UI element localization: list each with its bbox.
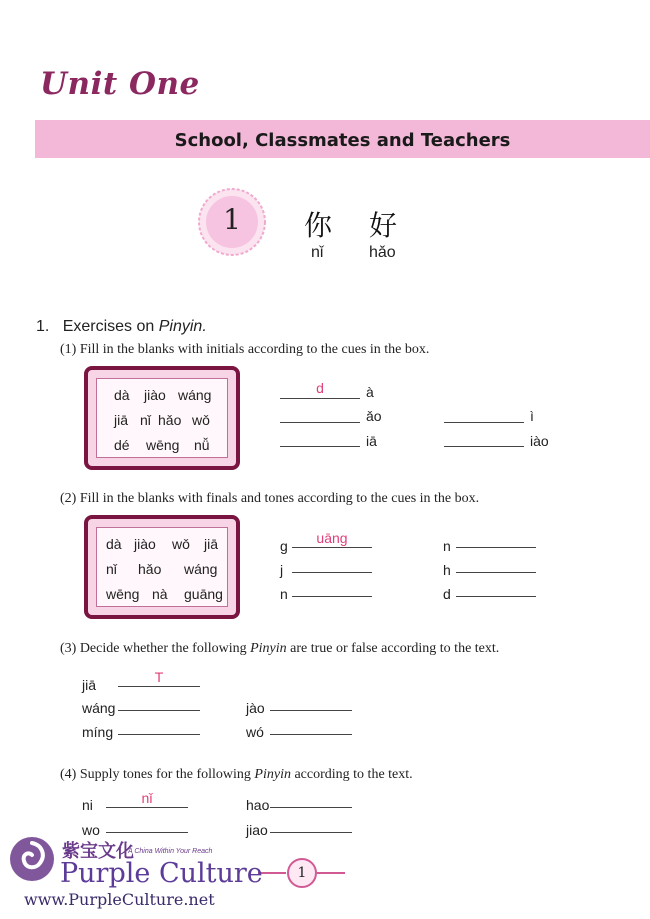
initial-cue: g <box>280 538 288 554</box>
part4-instruction-em: Pinyin <box>254 767 291 782</box>
final-cue: iào <box>530 433 549 449</box>
cue-word: wáng <box>184 561 218 577</box>
part4-instruction <box>60 767 413 783</box>
final-cue: ì <box>530 408 534 424</box>
initial-cue: h <box>443 562 451 578</box>
exercise-number: 1. <box>36 318 50 335</box>
final-cue: à <box>366 384 374 400</box>
cue-word: nǚ <box>194 437 210 453</box>
cue-word: wáng <box>178 387 212 403</box>
watermark-tagline: A China Within Your Reach <box>128 848 213 855</box>
cue-word: jiào <box>144 387 166 403</box>
part4-instruction-post: according to the text. <box>294 767 413 782</box>
pinyin-item: míng <box>82 724 114 740</box>
filled-answer: d <box>316 380 324 396</box>
answer-blank[interactable] <box>456 580 536 597</box>
answer-blank[interactable] <box>280 406 360 423</box>
cue-word: wēng <box>106 586 140 602</box>
cue-word: dà <box>106 536 122 552</box>
cue-word: nà <box>152 586 168 602</box>
exercise-heading <box>36 318 207 336</box>
pinyin-item: wáng <box>82 700 116 716</box>
answer-blank[interactable] <box>270 791 352 808</box>
part3-instruction-em: Pinyin <box>250 641 287 656</box>
final-cue: ǎo <box>366 408 382 424</box>
pinyin-item: jiao <box>246 822 268 838</box>
initial-cue: d <box>443 586 451 602</box>
pinyin-item: jào <box>246 700 265 716</box>
exercise-heading-text: Exercises on <box>62 318 155 335</box>
filled-answer: uāng <box>316 530 348 546</box>
answer-blank[interactable] <box>118 694 200 711</box>
cue-word: wǒ <box>192 412 210 428</box>
answer-blank[interactable] <box>106 816 188 833</box>
watermark-brand: Purple Culture <box>60 858 263 889</box>
page-number: 1 <box>287 858 317 888</box>
cue-word: dà <box>114 387 130 403</box>
watermark-chinese: 紫宝文化 <box>62 841 134 861</box>
exercise-heading-em: Pinyin. <box>158 318 207 335</box>
pinyin-item: ni <box>82 797 93 813</box>
cue-word: jiào <box>134 536 156 552</box>
part4-instruction-pre: (4) Supply tones for the following <box>60 767 251 782</box>
cue-word: dé <box>114 437 130 453</box>
pinyin-item: jiā <box>82 677 97 693</box>
answer-blank[interactable] <box>280 430 360 447</box>
cue-word: jiā <box>114 412 129 428</box>
filled-answer: nǐ <box>141 790 153 806</box>
cue-word: nǐ <box>106 561 117 577</box>
answer-blank[interactable] <box>270 694 352 711</box>
final-cue: iā <box>366 433 377 449</box>
filled-answer: T <box>154 669 164 685</box>
part2-instruction: (2) Fill in the blanks with finals and tones according to the cues in the box. <box>60 491 480 506</box>
answer-blank[interactable] <box>270 718 352 735</box>
cue-word: wēng <box>146 437 180 453</box>
answer-blank[interactable] <box>456 556 536 573</box>
cue-word: nǐ <box>140 412 151 428</box>
cue-word: guāng <box>184 586 223 602</box>
lesson-pinyin-1: nǐ <box>311 244 324 261</box>
pinyin-item: wó <box>246 724 264 740</box>
pinyin-item: wo <box>82 822 100 838</box>
answer-blank[interactable] <box>444 430 524 447</box>
lesson-number: 1 <box>223 203 241 236</box>
answer-blank[interactable] <box>270 816 352 833</box>
part3-instruction-post: are true or false according to the text. <box>290 641 500 656</box>
part1-instruction: (1) Fill in the blanks with initials according to the cues in the box. <box>60 342 430 357</box>
part3-instruction-pre: (3) Decide whether the following <box>60 641 247 656</box>
unit-title: Unit One <box>40 66 200 102</box>
watermark-url[interactable]: www.PurpleCulture.net <box>24 890 215 909</box>
page-number-rule-right <box>317 872 345 874</box>
cue-word: wǒ <box>172 536 190 552</box>
lesson-hanzi-1: 你 <box>304 209 333 242</box>
part1-cue-box <box>84 366 240 470</box>
pinyin-item: hao <box>246 797 270 813</box>
cue-word: jiā <box>204 536 219 552</box>
part3-instruction <box>60 641 499 657</box>
answer-blank[interactable] <box>444 406 524 423</box>
initial-cue: j <box>280 562 284 578</box>
answer-blank[interactable] <box>118 718 200 735</box>
initial-cue: n <box>443 538 451 554</box>
section-band <box>35 120 650 158</box>
cue-word: hǎo <box>158 412 182 428</box>
section-title: School, Classmates and Teachers <box>174 130 511 151</box>
lesson-pinyin-2: hǎo <box>369 244 396 261</box>
answer-blank[interactable] <box>292 556 372 573</box>
purple-culture-logo-icon <box>8 835 56 888</box>
lesson-hanzi-2: 好 <box>369 209 398 242</box>
part2-cue-box <box>84 515 240 619</box>
answer-blank[interactable] <box>456 531 536 548</box>
initial-cue: n <box>280 586 288 602</box>
answer-blank[interactable] <box>292 580 372 597</box>
cue-word: hǎo <box>138 561 162 577</box>
